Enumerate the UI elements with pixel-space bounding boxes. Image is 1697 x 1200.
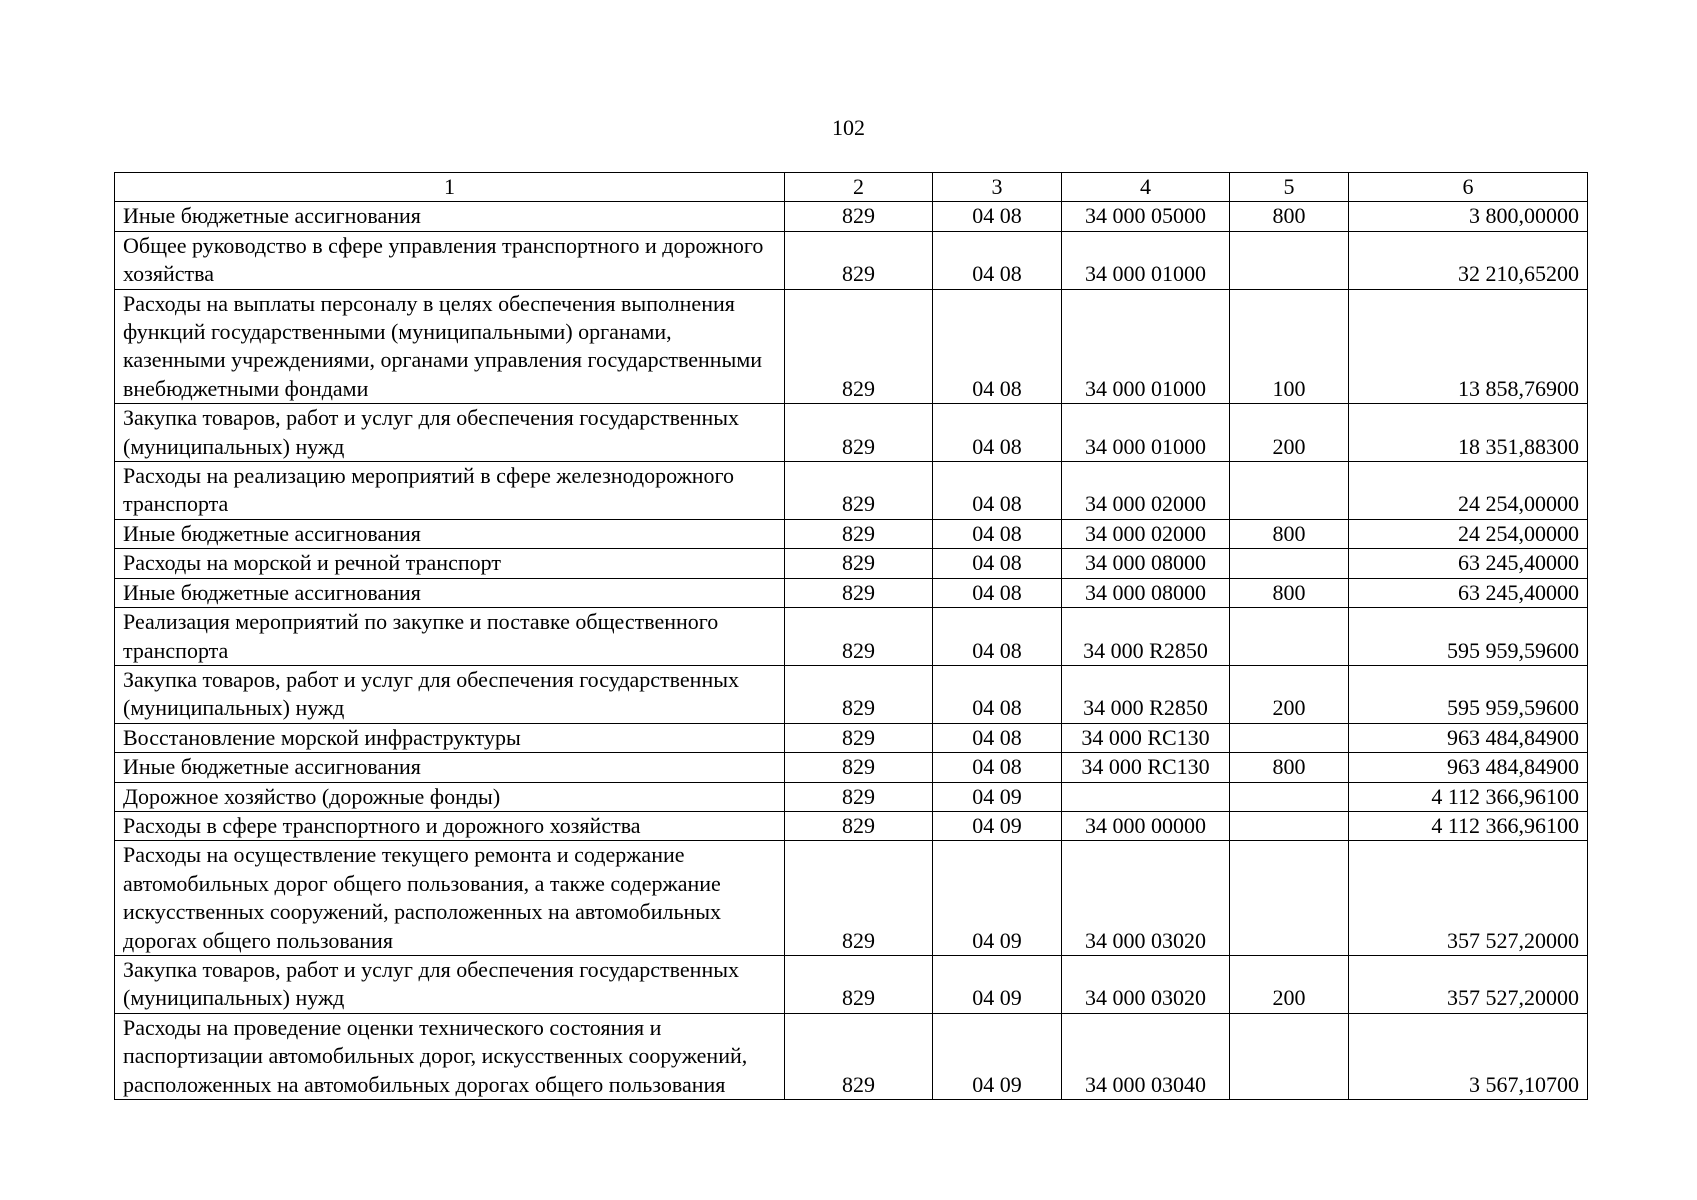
row-gr-cell: 829 [785, 665, 933, 723]
row-expense-type-cell: 200 [1230, 404, 1349, 462]
row-amount-cell: 357 527,20000 [1349, 841, 1588, 956]
row-target-article-cell: 34 000 RC130 [1062, 753, 1230, 782]
table-row [115, 519, 1588, 548]
row-gr-cell: 829 [785, 289, 933, 404]
table-row [115, 665, 1588, 723]
row-section-cell: 04 08 [933, 753, 1062, 782]
row-amount-cell: 13 858,76900 [1349, 289, 1588, 404]
column-header-5: 5 [1230, 173, 1349, 202]
row-amount-cell: 3 567,10700 [1349, 1013, 1588, 1099]
row-section-cell: 04 09 [933, 1013, 1062, 1099]
row-amount-cell: 18 351,88300 [1349, 404, 1588, 462]
row-name-cell: Расходы в сфере транспортного и дорожного хозяйства [115, 811, 785, 840]
table-row [115, 231, 1588, 289]
table-row [115, 841, 1588, 956]
row-target-article-cell: 34 000 02000 [1062, 519, 1230, 548]
row-section-cell: 04 08 [933, 549, 1062, 578]
row-amount-cell: 595 959,59600 [1349, 608, 1588, 666]
row-gr-cell: 829 [785, 753, 933, 782]
row-gr-cell: 829 [785, 955, 933, 1013]
row-section-cell: 04 08 [933, 723, 1062, 752]
row-expense-type-cell [1230, 549, 1349, 578]
row-name-cell: Расходы на проведение оценки технического состояния и паспортизации автомобильных дорог, искусственных сооружений, расположенных на автомобильных дорогах общего пользования [115, 1013, 785, 1099]
row-amount-cell: 4 112 366,96100 [1349, 811, 1588, 840]
row-name-cell: Расходы на реализацию мероприятий в сфере железнодорожного транспорта [115, 462, 785, 520]
row-amount-cell: 963 484,84900 [1349, 723, 1588, 752]
row-amount-cell: 357 527,20000 [1349, 955, 1588, 1013]
table-row [115, 462, 1588, 520]
row-section-cell: 04 09 [933, 811, 1062, 840]
row-amount-cell: 595 959,59600 [1349, 665, 1588, 723]
row-target-article-cell: 34 000 05000 [1062, 202, 1230, 231]
budget-table [114, 172, 1588, 1100]
row-target-article-cell: 34 000 03020 [1062, 955, 1230, 1013]
row-expense-type-cell [1230, 231, 1349, 289]
row-target-article-cell: 34 000 08000 [1062, 578, 1230, 607]
table-row [115, 608, 1588, 666]
row-name-cell: Дорожное хозяйство (дорожные фонды) [115, 782, 785, 811]
row-target-article-cell: 34 000 00000 [1062, 811, 1230, 840]
row-name-cell: Иные бюджетные ассигнования [115, 519, 785, 548]
row-amount-cell: 3 800,00000 [1349, 202, 1588, 231]
row-expense-type-cell: 200 [1230, 955, 1349, 1013]
row-target-article-cell: 34 000 R2850 [1062, 608, 1230, 666]
row-name-cell: Расходы на выплаты персоналу в целях обеспечения выполнения функций государственными (муниципальными) органами, казенными учреждениями, органами управления государственными внебюджетными фондами [115, 289, 785, 404]
row-expense-type-cell [1230, 723, 1349, 752]
table-row [115, 404, 1588, 462]
row-expense-type-cell: 100 [1230, 289, 1349, 404]
row-name-cell: Иные бюджетные ассигнования [115, 202, 785, 231]
row-target-article-cell: 34 000 08000 [1062, 549, 1230, 578]
row-expense-type-cell [1230, 1013, 1349, 1099]
row-expense-type-cell: 800 [1230, 753, 1349, 782]
row-section-cell: 04 08 [933, 462, 1062, 520]
row-gr-cell: 829 [785, 841, 933, 956]
table-header-row [115, 173, 1588, 202]
row-gr-cell: 829 [785, 462, 933, 520]
row-target-article-cell: 34 000 R2850 [1062, 665, 1230, 723]
column-header-1: 1 [115, 173, 785, 202]
row-name-cell: Закупка товаров, работ и услуг для обеспечения государственных (муниципальных) нужд [115, 955, 785, 1013]
row-amount-cell: 24 254,00000 [1349, 462, 1588, 520]
row-section-cell: 04 09 [933, 841, 1062, 956]
row-expense-type-cell: 800 [1230, 202, 1349, 231]
row-expense-type-cell [1230, 782, 1349, 811]
row-amount-cell: 963 484,84900 [1349, 753, 1588, 782]
row-name-cell: Восстановление морской инфраструктуры [115, 723, 785, 752]
row-expense-type-cell: 800 [1230, 519, 1349, 548]
row-gr-cell: 829 [785, 549, 933, 578]
row-target-article-cell: 34 000 01000 [1062, 231, 1230, 289]
row-name-cell: Закупка товаров, работ и услуг для обеспечения государственных (муниципальных) нужд [115, 404, 785, 462]
row-name-cell: Реализация мероприятий по закупке и поставке общественного транспорта [115, 608, 785, 666]
row-section-cell: 04 09 [933, 782, 1062, 811]
row-section-cell: 04 08 [933, 289, 1062, 404]
table-row [115, 202, 1588, 231]
row-gr-cell: 829 [785, 811, 933, 840]
row-target-article-cell: 34 000 01000 [1062, 289, 1230, 404]
row-name-cell: Расходы на осуществление текущего ремонта и содержание автомобильных дорог общего пользования, а также содержание искусственных сооружений, расположенных на автомобильных дорогах общего пользования [115, 841, 785, 956]
row-expense-type-cell [1230, 608, 1349, 666]
row-expense-type-cell: 800 [1230, 578, 1349, 607]
row-amount-cell: 24 254,00000 [1349, 519, 1588, 548]
row-target-article-cell: 34 000 RC130 [1062, 723, 1230, 752]
column-header-2: 2 [785, 173, 933, 202]
row-target-article-cell: 34 000 03040 [1062, 1013, 1230, 1099]
row-gr-cell: 829 [785, 578, 933, 607]
row-section-cell: 04 08 [933, 519, 1062, 548]
table-row [115, 1013, 1588, 1099]
row-gr-cell: 829 [785, 404, 933, 462]
row-expense-type-cell: 200 [1230, 665, 1349, 723]
row-gr-cell: 829 [785, 723, 933, 752]
column-header-6: 6 [1349, 173, 1588, 202]
table-row [115, 578, 1588, 607]
row-amount-cell: 63 245,40000 [1349, 549, 1588, 578]
row-name-cell: Иные бюджетные ассигнования [115, 578, 785, 607]
column-header-4: 4 [1062, 173, 1230, 202]
row-name-cell: Общее руководство в сфере управления транспортного и дорожного хозяйства [115, 231, 785, 289]
row-target-article-cell: 34 000 03020 [1062, 841, 1230, 956]
row-gr-cell: 829 [785, 519, 933, 548]
row-target-article-cell [1062, 782, 1230, 811]
row-amount-cell: 32 210,65200 [1349, 231, 1588, 289]
row-amount-cell: 4 112 366,96100 [1349, 782, 1588, 811]
table-row [115, 549, 1588, 578]
table-row [115, 723, 1588, 752]
table-row [115, 955, 1588, 1013]
row-gr-cell: 829 [785, 608, 933, 666]
row-name-cell: Расходы на морской и речной транспорт [115, 549, 785, 578]
page-number: 102 [832, 115, 865, 140]
row-expense-type-cell [1230, 462, 1349, 520]
row-gr-cell: 829 [785, 202, 933, 231]
row-expense-type-cell [1230, 841, 1349, 956]
table-row [115, 811, 1588, 840]
row-section-cell: 04 09 [933, 955, 1062, 1013]
row-section-cell: 04 08 [933, 202, 1062, 231]
row-section-cell: 04 08 [933, 404, 1062, 462]
row-amount-cell: 63 245,40000 [1349, 578, 1588, 607]
row-target-article-cell: 34 000 01000 [1062, 404, 1230, 462]
row-target-article-cell: 34 000 02000 [1062, 462, 1230, 520]
row-section-cell: 04 08 [933, 231, 1062, 289]
row-gr-cell: 829 [785, 1013, 933, 1099]
row-section-cell: 04 08 [933, 608, 1062, 666]
table-row [115, 289, 1588, 404]
row-expense-type-cell [1230, 811, 1349, 840]
row-gr-cell: 829 [785, 782, 933, 811]
table-row [115, 753, 1588, 782]
row-section-cell: 04 08 [933, 578, 1062, 607]
column-header-3: 3 [933, 173, 1062, 202]
table-row [115, 782, 1588, 811]
row-gr-cell: 829 [785, 231, 933, 289]
row-section-cell: 04 08 [933, 665, 1062, 723]
row-name-cell: Иные бюджетные ассигнования [115, 753, 785, 782]
row-name-cell: Закупка товаров, работ и услуг для обеспечения государственных (муниципальных) нужд [115, 665, 785, 723]
